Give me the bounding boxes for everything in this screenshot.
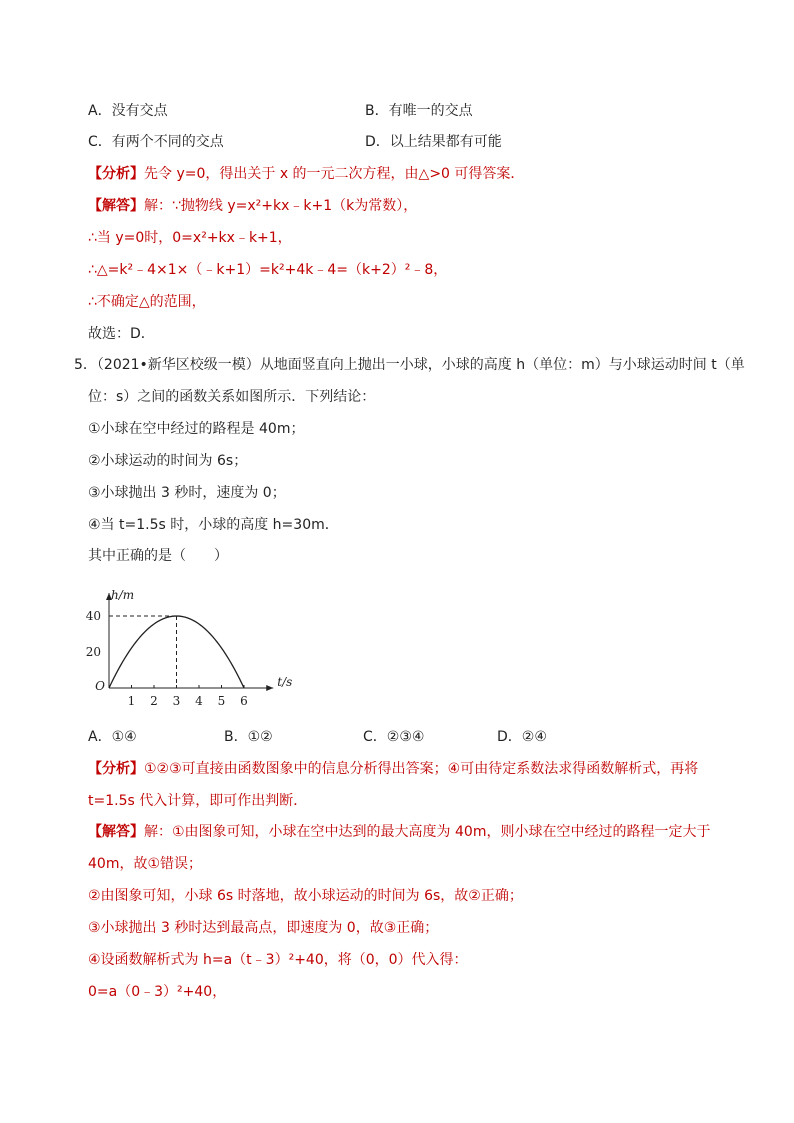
q5-solution-line-2: 40m，故①错误； [88,856,203,872]
q4-solution-line-3: ∴△=k²﹣4×1×（﹣k+1）=k²+4k﹣4=（k+2）²﹣8， [88,262,448,278]
solution-tag: 【解答】 [88,824,144,840]
x-axis-arrow [266,685,273,691]
q4-answer: 故选：D． [88,326,155,342]
q5-option-d: D．②④ [497,729,547,745]
q4-solution-line-2: ∴当 y=0时，0=x²+kx﹣k+1， [88,230,292,246]
q5-solution-line-1: 【解答】解：①由图象可知，小球在空中达到的最大高度为 40m，则小球在空中经过的路程一定大于 [88,824,711,840]
q4-option-a: A．没有交点 [88,103,168,119]
y-tick-label-20: 20 [85,645,101,659]
q4-solution-line-1: 【解答】解：∵抛物线 y=x²+kx﹣k+1（k为常数）， [88,198,418,214]
q5-option-b: B．①② [224,729,273,745]
q4-analysis: 【分析】先令 y=0，得出关于 x 的一元二次方程，由△>0 可得答案． [88,166,525,182]
x-tick-label-5: 5 [217,694,226,708]
q4-option-b: B．有唯一的交点 [365,103,473,119]
x-tick-label-1: 1 [127,694,136,708]
q5-stem-line-1: 5．（2021•新华区校级一模）从地面竖直向上抛出一小球，小球的高度 h（单位：m）与小球运动时间 t（单 [74,357,745,373]
q5-analysis-line-1: 【分析】①②③可直接由函数图象中的信息分析得出答案；④可由待定系数法求得函数解析式，再将 [88,761,699,777]
x-tick-label-2: 2 [150,694,158,708]
q5-option-c: C．②③④ [363,729,425,745]
solution-tag: 【解答】 [88,198,144,214]
q5-prompt: 其中正确的是（ ） [88,548,228,564]
x-tick-label-3: 3 [172,694,181,708]
q4-option-d: D．以上结果都有可能 [365,134,502,150]
y-tick-label-40: 40 [85,609,101,623]
q5-analysis-line-2: t=1.5s 代入计算，即可作出判断． [88,793,308,809]
q5-solution-line-6: 0=a（0﹣3）²+40， [88,984,227,1000]
q5-statement-1: ①小球在空中经过的路程是 40m； [88,421,305,437]
x-tick-label-4: 4 [195,694,203,708]
q5-solution-line-4: ③小球抛出 3 秒时达到最高点，即速度为 0，故③正确； [88,920,439,936]
q5-statement-3: ③小球抛出 3 秒时，速度为 0； [88,485,286,501]
q5-solution-line-5: ④设函数解析式为 h=a（t﹣3）²+40，将（0，0）代入得： [88,952,468,968]
q5-stem-line-2: 位：s）之间的函数关系如图所示．下列结论： [88,389,376,405]
analysis-tag: 【分析】 [88,166,144,182]
x-tick-label-6: 6 [240,694,248,708]
analysis-tag: 【分析】 [88,761,144,777]
q5-option-a: A．①④ [88,729,137,745]
x-axis-label: t/s [277,675,293,689]
height-time-graph [84,575,294,715]
y-axis-label: h/m [111,588,135,602]
q5-statement-2: ②小球运动的时间为 6s； [88,453,248,469]
origin-label: O [95,679,105,693]
q4-option-c: C．有两个不同的交点 [88,134,224,150]
q5-solution-line-3: ②由图象可知，小球 6s 时落地，故小球运动的时间为 6s，故②正确； [88,888,523,904]
q5-statement-4: ④当 t=1.5s 时，小球的高度 h=30m． [88,517,339,533]
q4-solution-line-4: ∴不确定△的范围， [88,294,206,310]
